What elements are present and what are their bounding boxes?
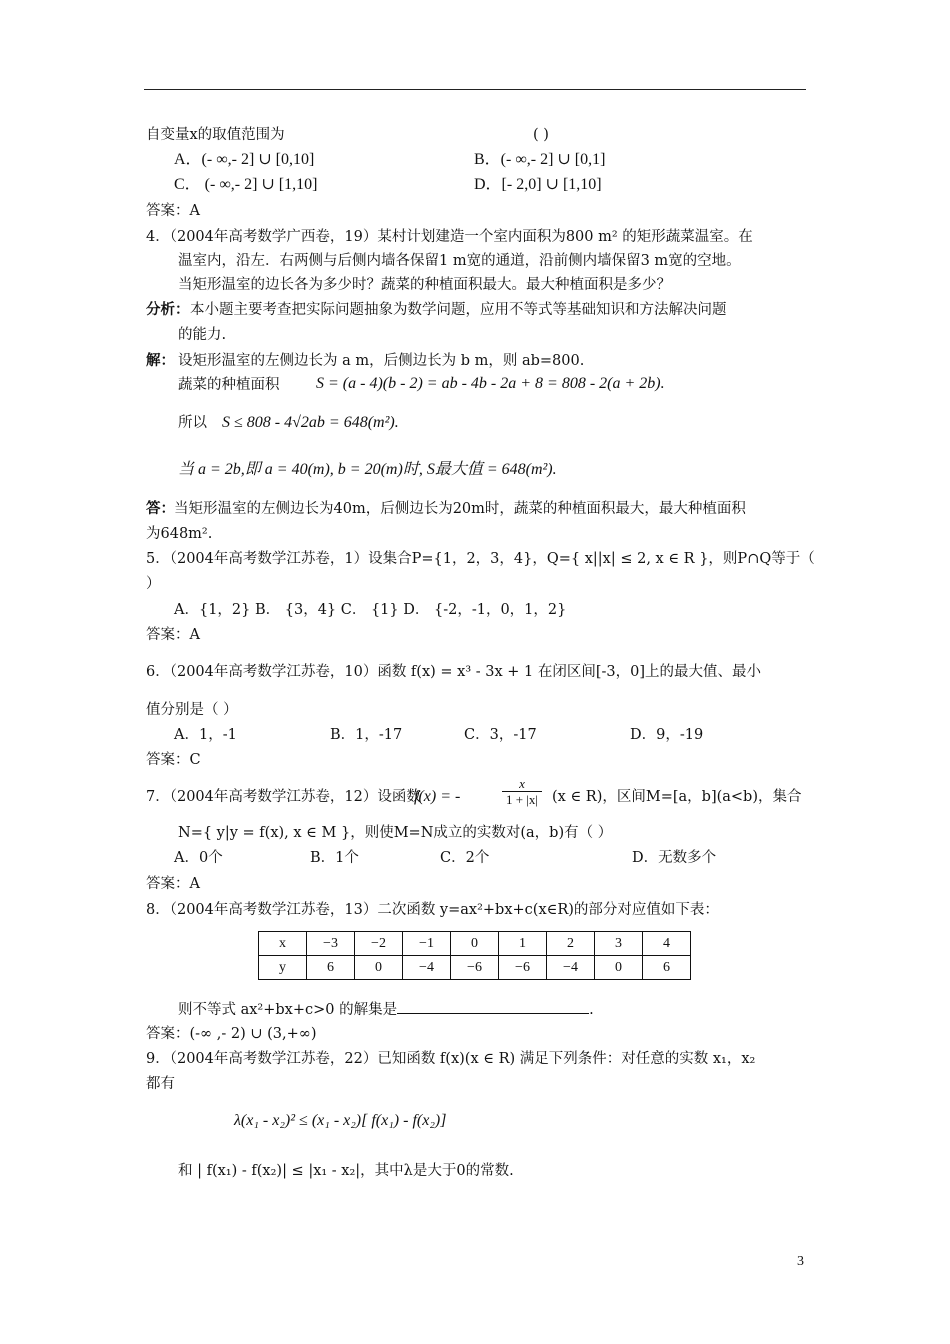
- q7-fraction: [502, 776, 542, 807]
- q3-stem: 自变量x的取值范围为: [146, 127, 285, 143]
- q7-stem-2: N={ y|y = f(x), x ∈ M }，则使M=N成立的实数对(a，b)有（ ）: [178, 825, 613, 841]
- table-cell: −4: [547, 956, 595, 980]
- q9-inequality-2: 和 | f(x₁) - f(x₂)| ≤ |x₁ - x₂|，其中λ是大于0的常数.: [178, 1163, 514, 1179]
- table-cell: −2: [355, 932, 403, 956]
- q5-stem-end: ）: [146, 576, 161, 592]
- solution-line4-formula: 当 a = 2b,即 a = 40(m), b = 20(m)时, S最大值 = 648(m²).: [178, 461, 557, 478]
- answer-label: 答：: [146, 500, 175, 517]
- q4-line2: 温室内，沿左．右两侧与后侧内墙各保留1 m宽的通道，沿前侧内墙保留3 m宽的空地。: [178, 253, 741, 269]
- solution-line2-text: 蔬菜的种植面积: [178, 377, 280, 393]
- q7-answer: 答案：A: [146, 876, 200, 892]
- q8-answer: 答案：(-∞ ,- 2) ∪ (3,+∞): [146, 1026, 317, 1042]
- q5-answer: 答案：A: [146, 627, 200, 643]
- table-cell: 6: [643, 956, 691, 980]
- q6-option-d: D．9，-19: [630, 727, 704, 743]
- solution-line3-formula: S ≤ 808 - 4√2ab = 648(m²).: [222, 414, 399, 431]
- answer-line1: 当矩形温室的左侧边长为40m，后侧边长为20m时，蔬菜的种植面积最大，最大种植面积: [174, 501, 746, 517]
- table-cell: 0: [595, 956, 643, 980]
- q6-stem: 6．（2004年高考数学江苏卷，10）函数 f(x) = x³ - 3x + 1 在闭区间[-3，0]上的最大值、最小: [146, 664, 762, 680]
- analysis-line1: 本小题主要考查把实际问题抽象为数学问题，应用不等式等基础知识和方法解决问题: [190, 302, 727, 318]
- table-cell: −6: [451, 956, 499, 980]
- q8-period: .: [589, 1002, 594, 1018]
- table-cell: 2: [547, 932, 595, 956]
- q3-option-b: B．(- ∞,- 2] ∪ [0,1]: [474, 151, 606, 168]
- table-cell: −6: [499, 956, 547, 980]
- q7-option-d: D．无数多个: [632, 850, 717, 866]
- q5-stem: 5．（2004年高考数学江苏卷，1）设集合P={1，2，3，4}，Q={ x||x| ≤ 2, x ∈ R }，则P∩Q等于（: [146, 551, 815, 567]
- table-cell: 3: [595, 932, 643, 956]
- q7-option-a: A．0个: [174, 850, 223, 866]
- table-row-x: [259, 932, 691, 956]
- q7-fraction-denominator: 1 + |x|: [506, 792, 539, 807]
- q3-option-a: A．(- ∞,- 2] ∪ [0,10]: [174, 151, 315, 168]
- solution-label: 解：: [146, 352, 175, 369]
- q6-answer: 答案：C: [146, 752, 201, 768]
- table-cell: 0: [355, 956, 403, 980]
- q5-options: A．{1，2} B． {3，4} C． {1} D． {-2，-1，0，1，2}: [174, 602, 567, 618]
- q3-answer: 答案：A: [146, 203, 200, 219]
- answer-line2: 为648m².: [146, 526, 213, 542]
- q6-option-b: B．1，-17: [330, 727, 403, 743]
- header-rule: [144, 89, 806, 90]
- q4-line3: 当矩形温室的边长各为多少时？蔬菜的种植面积最大。最大种植面积是多少？: [178, 277, 671, 293]
- table-cell: 1: [499, 932, 547, 956]
- q6-option-a: A．1，-1: [174, 727, 237, 743]
- table-cell: 6: [307, 956, 355, 980]
- solution-line1: 设矩形温室的左侧边长为 a m，后侧边长为 b m，则 ab=800.: [178, 353, 585, 369]
- q7-fraction-numerator: x: [502, 776, 542, 792]
- q9-inequality-1: λ(x₁ - x₂)² ≤ (x₁ - x₂)[ f(x₁) - f(x₂)]: [234, 1112, 447, 1129]
- q3-option-d: D．[- 2,0] ∪ [1,10]: [474, 176, 602, 193]
- page-number: 3: [797, 1254, 804, 1269]
- table-cell: 0: [451, 932, 499, 956]
- q8-inequality-text: 则不等式 ax²+bx+c>0 的解集是: [178, 1002, 398, 1018]
- q9-stem: 9．（2004年高考数学江苏卷，22）已知函数 f(x)(x ∈ R) 满足下列条件：对任意的实数 x₁，x₂: [146, 1051, 756, 1067]
- q3-option-c: C． (- ∞,- 2] ∪ [1,10]: [174, 176, 318, 193]
- table-cell: −1: [403, 932, 451, 956]
- table-cell: y: [259, 956, 307, 980]
- table-cell: 4: [643, 932, 691, 956]
- q3-paren: ( ): [533, 127, 549, 143]
- q4-line1: 4．（2004年高考数学广西卷，19）某村计划建造一个室内面积为800 m² 的矩形蔬菜温室。在: [146, 229, 753, 245]
- table-row-y: [259, 956, 691, 980]
- table-cell: −3: [307, 932, 355, 956]
- q7-option-c: C．2个: [440, 850, 490, 866]
- q7-option-b: B．1个: [310, 850, 359, 866]
- q7-function: f(x) = -: [414, 788, 461, 805]
- solution-line2-formula: S = (a - 4)(b - 2) = ab - 4b - 2a + 8 = 808 - 2(a + 2b).: [316, 375, 665, 392]
- analysis-label: 分析：: [146, 301, 190, 318]
- q8-stem: 8．（2004年高考数学江苏卷，13）二次函数 y=ax²+bx+c(x∈R)的部分对应值如下表：: [146, 902, 719, 918]
- solution-line3-text: 所以: [178, 415, 207, 431]
- q6-option-c: C．3，-17: [464, 727, 537, 743]
- table-cell: x: [259, 932, 307, 956]
- analysis-line2: 的能力.: [178, 327, 227, 343]
- q6-stem-2: 值分别是（ ）: [146, 702, 238, 718]
- q8-answer-blank: [397, 999, 589, 1014]
- q7-stem-pre: 7．（2004年高考数学江苏卷，12）设函数: [146, 789, 421, 805]
- value-table: [258, 931, 691, 980]
- q9-stem-2: 都有: [146, 1076, 175, 1092]
- q7-stem-post: (x ∈ R)，区间M=[a，b](a<b)，集合: [552, 789, 802, 805]
- table-cell: −4: [403, 956, 451, 980]
- q8-inequality: [178, 999, 594, 1020]
